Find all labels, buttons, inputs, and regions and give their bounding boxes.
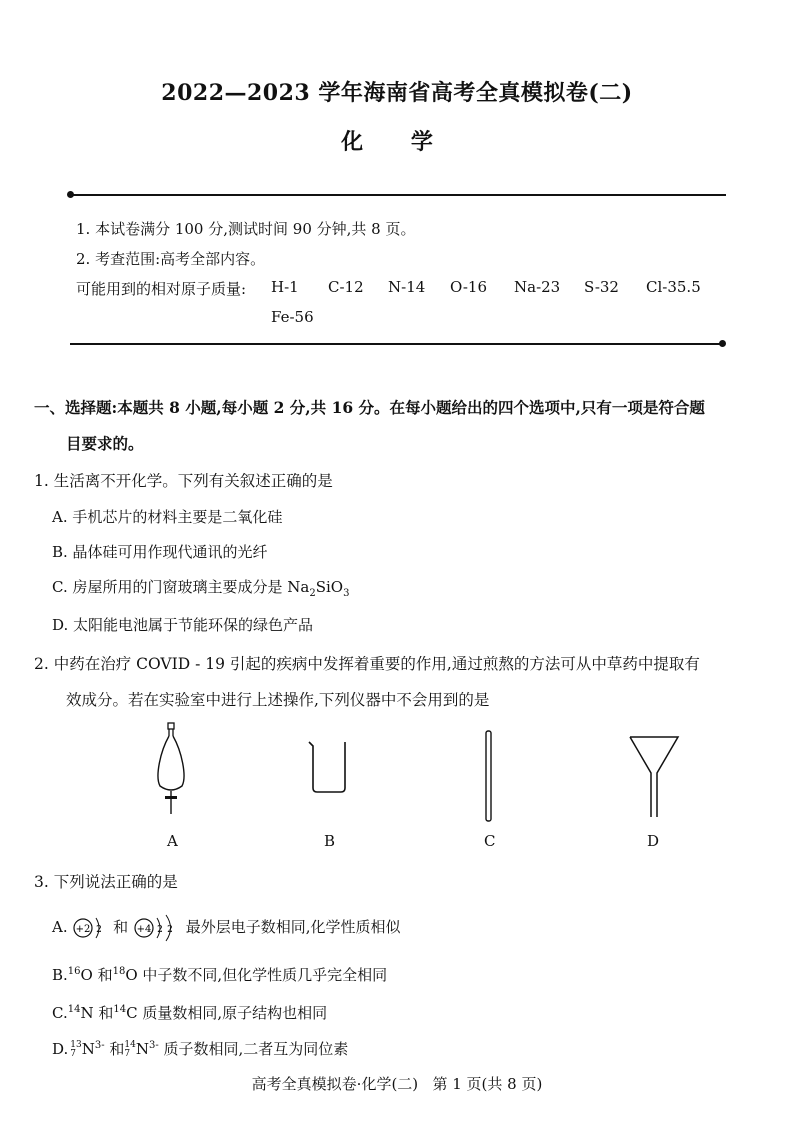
atomic-masses-label: 可能用到的相对原子质量: [76, 280, 247, 298]
page-footer: 高考全真模拟卷·化学(二) 第 1 页(共 8 页) [251, 1075, 543, 1093]
atomic-mass-cl: Cl-35.5 [646, 278, 701, 296]
q1-option-d: D. 太阳能电池属于节能环保的绿色产品 [52, 616, 314, 634]
atom-diagram-he-icon [72, 914, 108, 942]
separatory-funnel-icon [148, 722, 194, 816]
note-line-2: 2. 考查范围:高考全部内容。 [76, 250, 266, 268]
q1-option-a: A. 手机芯片的材料主要是二氧化硅 [52, 508, 283, 526]
apparatus-label-c: C [484, 832, 496, 850]
atom-diagram-be-icon [133, 913, 181, 943]
atomic-mass-na: Na-23 [514, 278, 561, 296]
funnel-icon [628, 735, 680, 819]
q2-stem-line1: 2. 中药在治疗 COVID - 19 引起的疾病中发挥着重要的作用,通过煎熬的方法可从中草药中提取有 [34, 655, 700, 673]
atomic-mass-s: S-32 [584, 278, 619, 296]
apparatus-label-a: A [167, 832, 178, 850]
q2-stem-line2: 效成分。若在实验室中进行上述操作,下列仪器中不会用到的是 [66, 691, 490, 709]
glass-rod-icon [483, 730, 495, 822]
beaker-icon [305, 738, 351, 794]
subject-title: 化 学 [341, 129, 453, 155]
q1-option-c: C. 房屋所用的门窗玻璃主要成分是 $Na_2SiO_3$ [52, 578, 350, 599]
section-heading-line1: 一、选择题:本题共 8 小题,每小题 2 分,共 16 分。在每小题给出的四个选项中,只有一项是符合题 [34, 398, 705, 417]
q1-option-b: B. 晶体硅可用作现代通讯的光纤 [52, 543, 268, 561]
q3-stem: 3. 下列说法正确的是 [34, 873, 178, 891]
note-line-1: 1. 本试卷满分 100 分,测试时间 90 分钟,共 8 页。 [76, 220, 416, 238]
atom1-shell: 2 [96, 925, 103, 935]
q1-stem: 1. 生活离不开化学。下列有关叙述正确的是 [34, 472, 333, 490]
bottom-rule [70, 343, 722, 345]
atomic-mass-o: O-16 [450, 278, 488, 296]
section-heading-line2: 目要求的。 [66, 434, 144, 453]
atom2-nucleus: +4 [136, 924, 152, 935]
atomic-mass-fe: Fe-56 [271, 308, 314, 326]
q3-option-b: B.$^{16}$O 和$^{18}$O 中子数不同,但化学性质几乎完全相同 [52, 966, 388, 984]
apparatus-label-b: B [324, 832, 336, 850]
top-rule [70, 194, 726, 196]
apparatus-label-d: D [647, 832, 660, 850]
rule-dot-right [719, 340, 726, 347]
atomic-mass-c: C-12 [328, 278, 364, 296]
atomic-mass-n: N-14 [388, 278, 426, 296]
atom2-shell-2: 2 [167, 925, 173, 935]
q3-option-a: A. +2 2 和 +4 2 2 最外层电子数相同,化学性质相似 [52, 913, 401, 943]
atom2-shell-1: 2 [157, 925, 163, 935]
atom1-nucleus: +2 [76, 924, 91, 935]
q3-option-d: D. 13 7 $N^{3-}$ 和 14 7 $N^{3-}$ 质子数相同,二者互为同位素 [52, 1040, 349, 1059]
atomic-mass-h: H-1 [271, 278, 299, 296]
q3-option-c: C.$^{14}$N 和$^{14}$C 质量数相同,原子结构也相同 [52, 1004, 328, 1022]
exam-title: 2022—2023 学年海南省高考全真模拟卷(二) [161, 80, 633, 106]
